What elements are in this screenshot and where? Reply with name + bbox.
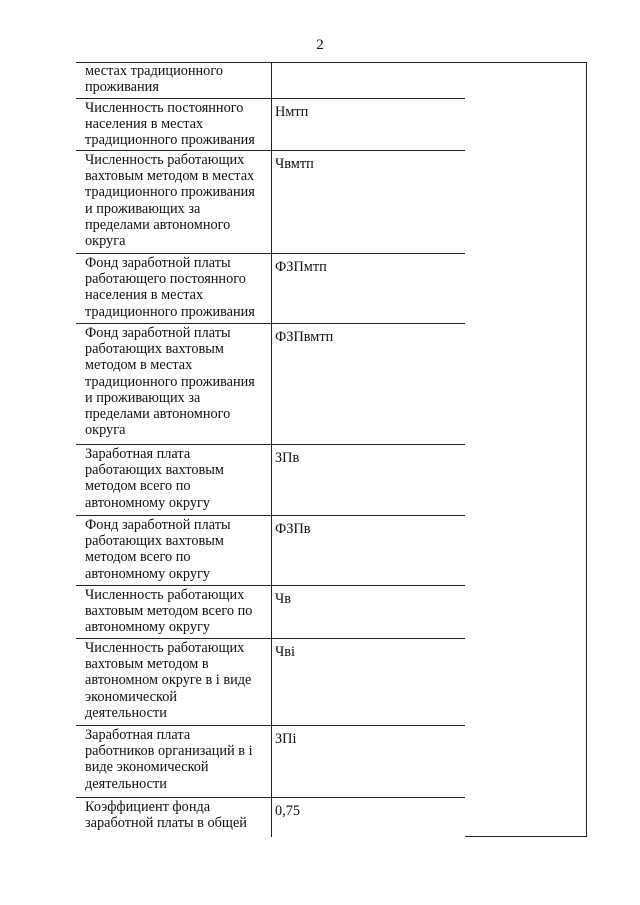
right-empty-column	[465, 62, 587, 837]
indicator-symbol-cell	[272, 63, 465, 98]
indicator-symbol-cell: Нмтп	[275, 104, 309, 120]
table-row	[76, 98, 465, 150]
indicator-symbol-cell: ЗПв	[275, 450, 300, 466]
table-row	[76, 638, 465, 725]
indicator-name-cell: Заработная плата работающих вахтовым методом всего по автономному округу	[76, 445, 272, 515]
table-row	[76, 797, 465, 837]
indicator-symbol-cell: ФЗПмтп	[275, 259, 327, 275]
table-row	[76, 725, 465, 797]
page-number: 2	[316, 37, 324, 53]
indicator-symbol-cell: ЗПi	[275, 731, 297, 747]
indicator-name-cell: Численность работающих вахтовым методом в местах традиционного проживания и проживающих за пределами автономного округа	[76, 151, 272, 253]
indicator-name-cell: Фонд заработной платы работающих вахтовым методом в местах традиционного проживания и проживающих за пределами автономного округа	[76, 324, 272, 444]
table-row	[76, 515, 465, 585]
indicator-name-cell: Численность работающих вахтовым методом всего по автономному округу	[76, 586, 272, 638]
indicator-symbol-cell: Чв	[275, 591, 292, 607]
table-row	[76, 323, 465, 444]
indicator-symbol-cell: Чвмтп	[275, 156, 314, 172]
indicator-name-cell: Фонд заработной платы работающего постоянного населения в местах традиционного проживания	[76, 254, 272, 323]
table-row	[76, 253, 465, 323]
indicator-symbol-cell: Чвi	[275, 644, 296, 660]
indicator-name-cell: Численность постоянного населения в местах традиционного проживания	[76, 99, 272, 150]
indicator-symbol-cell: ФЗПв	[275, 521, 311, 537]
indicator-symbol-cell: ФЗПвмтп	[275, 329, 334, 345]
indicator-name-cell: Фонд заработной платы работающих вахтовым методом всего по автономному округу	[76, 516, 272, 585]
table-row	[76, 585, 465, 638]
table-row	[76, 444, 465, 515]
table-row	[76, 150, 465, 253]
indicator-name-cell: Коэффициент фонда заработной платы в общей	[76, 798, 272, 837]
indicator-symbol-cell: 0,75	[275, 803, 301, 819]
table-row	[76, 62, 465, 98]
indicator-name-cell: Численность работающих вахтовым методом в автономном округе в i виде экономической деятельности	[76, 639, 272, 725]
indicator-name-cell: местах традиционного проживания	[76, 63, 272, 98]
indicator-name-cell: Заработная плата работников организаций в i виде экономической деятельности	[76, 726, 272, 797]
